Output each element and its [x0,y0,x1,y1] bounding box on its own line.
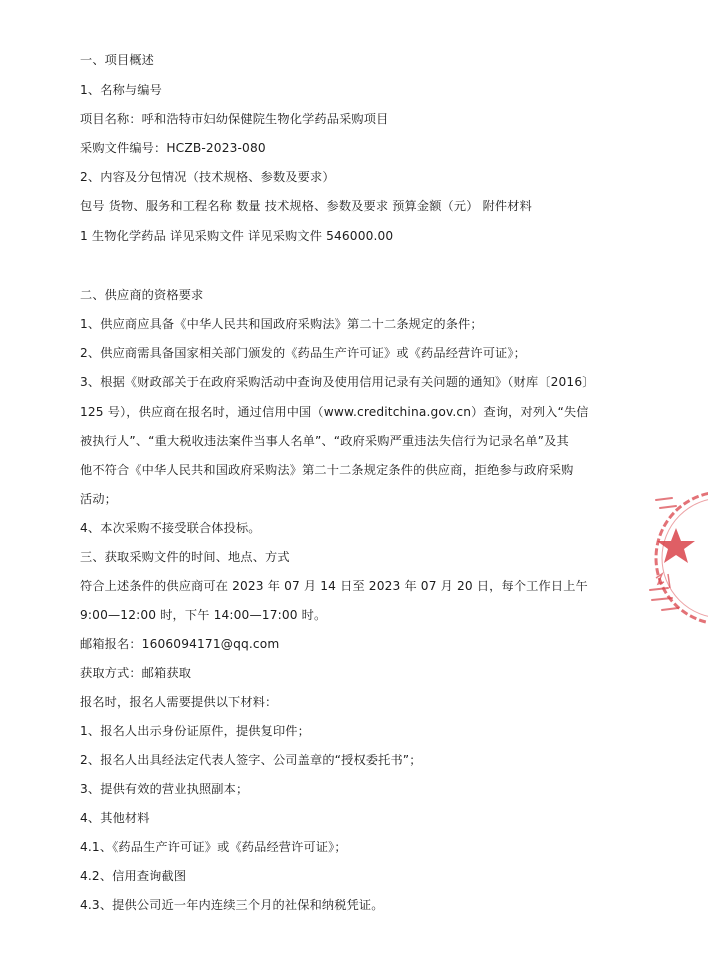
subheading-content: 2、内容及分包情况（技术规格、参数及要求） [80,170,335,184]
email-registration: 邮箱报名：1606094171@qq.com [80,637,280,651]
subheading-name-number: 1、名称与编号 [80,83,162,97]
material-4-1: 4.1、《药品生产许可证》或《药品经营许可证》； [80,840,347,854]
requirement-4: 4、本次采购不接受联合体投标。 [80,521,261,535]
requirement-3-line-5: 活动； [80,492,118,506]
section-heading-1: 一、项目概述 [80,53,155,67]
acquisition-method: 获取方式：邮箱获取 [80,666,192,680]
section-heading-2: 二、供应商的资格要求 [80,288,204,302]
table-data-row: 1 生物化学药品 详见采购文件 详见采购文件 546000.00 [80,229,394,243]
official-seal [642,478,708,638]
material-1: 1、报名人出示身份证原件，提供复印件； [80,724,310,738]
material-4-3: 4.3、提供公司近一年内连续三个月的社保和纳税凭证。 [80,898,384,912]
material-3: 3、提供有效的营业执照副本； [80,782,249,796]
materials-intro: 报名时，报名人需要提供以下材料： [80,695,278,709]
material-4: 4、其他材料 [80,811,150,825]
requirement-3-line-1: 3、根据《财政部关于在政府采购活动中查询及使用信用记录有关问题的通知》（财库〔2016〕 [80,375,595,389]
time-line-2: 9:00—12:00 时，下午 14:00—17:00 时。 [80,608,327,622]
requirement-1: 1、供应商应具备《中华人民共和国政府采购法》第二十二条规定的条件； [80,317,483,331]
time-line-1: 符合上述条件的供应商可在 2023 年 07 月 14 日至 2023 年 07 月 20 日，每个工作日上午 [80,579,588,593]
material-4-2: 4.2、信用查询截图 [80,869,187,883]
material-2: 2、报名人出具经法定代表人签字、公司盖章的“授权委托书”； [80,753,422,767]
requirement-3-line-2: 125 号），供应商在报名时，通过信用中国（www.creditchina.gov.cn）查询，对列入“失信 [80,405,589,419]
requirement-3-line-4: 他不符合《中华人民共和国政府采购法》第二十二条规定条件的供应商，拒绝参与政府采购 [80,463,574,477]
requirement-3-line-3: 被执行人”、“重大税收违法案件当事人名单”、“政府采购严重违法失信行为记录名单”及其 [80,434,569,448]
section-heading-3: 三、获取采购文件的时间、地点、方式 [80,550,290,564]
project-name: 项目名称：呼和浩特市妇幼保健院生物化学药品采购项目 [80,112,389,126]
document-number: 采购文件编号：HCZB-2023-080 [80,141,266,155]
table-header-row: 包号 货物、服务和工程名称 数量 技术规格、参数及要求 预算金额（元） 附件材料 [80,199,532,213]
seal-star-icon [657,528,695,563]
requirement-2: 2、供应商需具备国家相关部门颁发的《药品生产许可证》或《药品经营许可证》； [80,346,526,360]
